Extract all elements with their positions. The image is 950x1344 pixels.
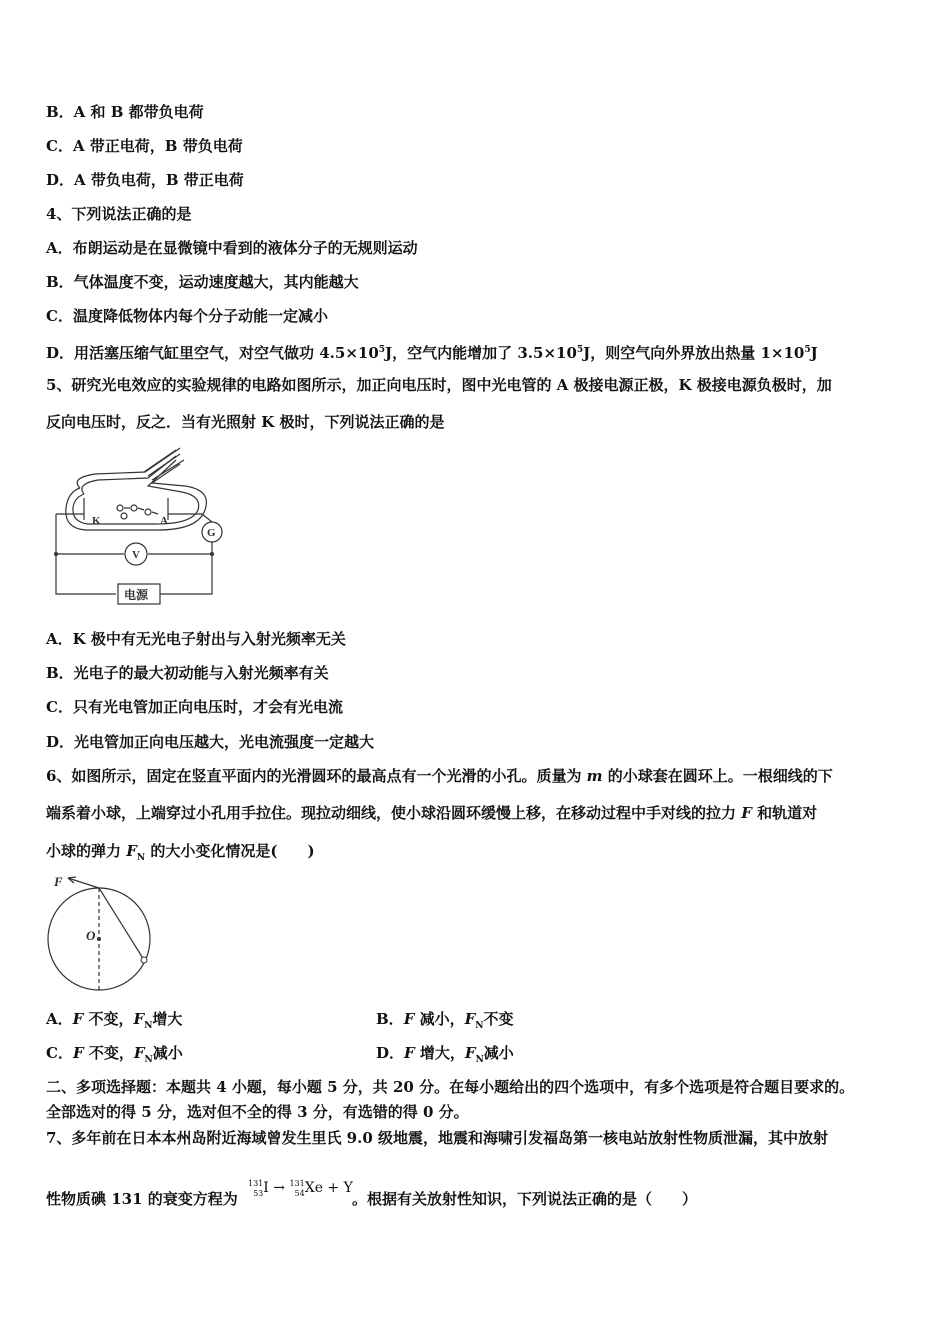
cathode-label: K xyxy=(92,515,101,527)
section2-heading-line1: 二、多项选择题：本题共 4 小题，每小题 5 分，共 20 分。在每小题给出的四个选项中，有多个选项是符合题目要求的。 xyxy=(46,1078,855,1096)
q7-stem-line2-a: 性物质碘 131 的衰变方程为 xyxy=(46,1190,238,1208)
q5-option-c: C．只有光电管加正向电压时，才会有光电流 xyxy=(46,698,343,716)
q6-option-c: C．F 不变，$F_N$减小 xyxy=(46,1044,183,1065)
q4-option-d: D．用活塞压缩气缸里空气，对空气做功 $4.5\times 10^5J$，空气内能增加了 $3.5\times 10^5J$，则空气向外界放出热量 $1\times 10^5J$ xyxy=(46,344,818,362)
q4-option-b: B．气体温度不变，运动速度越大，其内能越大 xyxy=(46,273,359,291)
q3-option-c: C．A 带正电荷，B 带负电荷 xyxy=(46,137,243,155)
q3-option-d: D．A 带负电荷，B 带正电荷 xyxy=(46,171,244,189)
q6-option-b: B．F 减小，$F_N$不变 xyxy=(376,1010,514,1031)
q5-stem-line1: 5、研究光电效应的实验规律的电路如图所示，加正向电压时，图中光电管的 A 极接电源正极，K 极接电源负极时，加 xyxy=(46,376,832,394)
q4-option-a: A．布朗运动是在显微镜中看到的液体分子的无规则运动 xyxy=(46,239,418,257)
voltmeter-label: V xyxy=(132,549,140,561)
q4-option-c: C．温度降低物体内每个分子动能一定减小 xyxy=(46,307,328,325)
q6-option-d: D．F 增大，$F_N$减小 xyxy=(376,1044,514,1065)
q6-option-a: A．F 不变，$F_N$增大 xyxy=(46,1010,183,1031)
photoelectric-circuit-figure xyxy=(40,438,240,610)
power-source-label: 电源 xyxy=(124,588,149,602)
q3-option-b: B．A 和 B 都带负电荷 xyxy=(46,103,204,121)
q4-stem: 4、下列说法正确的是 xyxy=(46,205,192,223)
force-f-label: F xyxy=(54,874,63,889)
q6-stem-line2: 端系着小球，上端穿过小孔用手拉住。现拉动细线，使小球沿圆环缓慢上移，在移动过程中手对线的拉力 F 和轨道对 xyxy=(46,804,818,822)
q7-stem-line1: 7、多年前在日本本州岛附近海域曾发生里氏 9.0 级地震，地震和海啸引发福岛第一核电站放射性物质泄漏，其中放射 xyxy=(46,1129,828,1147)
q5-option-d: D．光电管加正向电压越大，光电流强度一定越大 xyxy=(46,733,375,751)
q7-stem-line2-b: 。根据有关放射性知识，下列说法正确的是（ ） xyxy=(352,1190,698,1208)
q6-stem-line1: 6、如图所示，固定在竖直平面内的光滑圆环的最高点有一个光滑的小孔。质量为 m 的小球套在圆环上。一根细线的下 xyxy=(46,767,833,785)
galvanometer-label: G xyxy=(207,527,216,539)
decay-equation: 131 53I → 131 54Xe + Y xyxy=(248,1179,353,1198)
q6-stem-line3: 小球的弹力 $F_N$ 的大小变化情况是( ) xyxy=(46,842,315,863)
q5-option-a: A．K 极中有无光电子射出与入射光频率无关 xyxy=(46,630,346,648)
ring-figure xyxy=(40,868,160,996)
anode-label: A xyxy=(160,515,168,527)
section2-heading-line2: 全部选对的得 5 分，选对但不全的得 3 分，有选错的得 0 分。 xyxy=(46,1103,469,1121)
q5-stem-line2: 反向电压时，反之．当有光照射 K 极时，下列说法正确的是 xyxy=(46,413,445,431)
q5-option-b: B．光电子的最大初动能与入射光频率有关 xyxy=(46,664,329,682)
center-o-label: O xyxy=(86,928,96,943)
